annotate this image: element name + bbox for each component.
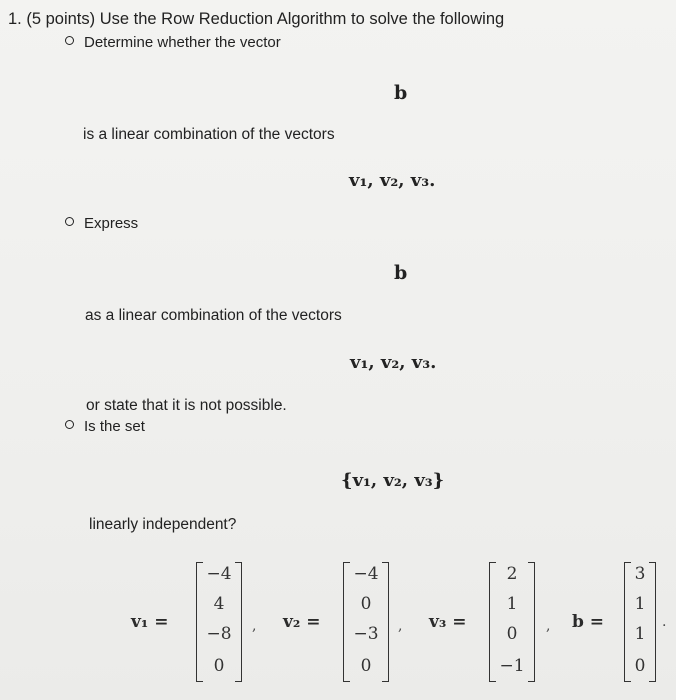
linear-combination-text: as a linear combination of the vectors <box>85 307 342 324</box>
matrix-entry: 0 <box>634 656 646 676</box>
matrix-entry: 3 <box>634 564 646 584</box>
v2-label: v₂ = <box>283 612 321 632</box>
vector-set: {v₁, v₂, v₃} <box>341 470 445 491</box>
bullet-text: Express <box>84 215 139 232</box>
bullet-icon <box>65 36 74 45</box>
v1-label: v₁ = <box>131 612 169 632</box>
bullet-item-express <box>65 215 138 232</box>
matrix-entry: 0 <box>506 624 518 644</box>
vectors-list: v₁, v₂, v₃. <box>349 170 436 191</box>
matrix-entry: 2 <box>506 564 518 584</box>
end-period: . <box>662 614 667 630</box>
matrix-entry: 1 <box>634 594 646 614</box>
matrix-entry: 4 <box>213 594 225 614</box>
separator: , <box>546 618 551 634</box>
matrix-entry: 0 <box>213 656 225 676</box>
bullet-item-determine <box>65 34 281 51</box>
vectors-list: v₁, v₂, v₃. <box>350 352 437 373</box>
v3-matrix <box>489 562 535 682</box>
not-possible-text: or state that it is not possible. <box>86 397 287 414</box>
bullet-text: Determine whether the vector <box>84 34 281 51</box>
bullet-icon <box>65 420 74 429</box>
v2-matrix <box>343 562 389 682</box>
b-label: b = <box>572 612 605 632</box>
separator: , <box>252 618 257 634</box>
matrix-entry: 1 <box>634 624 646 644</box>
matrix-entry: 0 <box>360 656 372 676</box>
question-header: 1. (5 points) Use the Row Reduction Algorithm to solve the following <box>8 10 505 28</box>
bullet-item-set <box>65 418 145 435</box>
vector-b-symbol: b <box>394 82 408 104</box>
bullet-text: Is the set <box>84 418 145 435</box>
matrix-entry: 0 <box>360 594 372 614</box>
bullet-icon <box>65 217 74 226</box>
separator: , <box>398 618 403 634</box>
matrix-entry: −8 <box>206 624 232 644</box>
matrix-entry: 1 <box>506 594 518 614</box>
v3-label: v₃ = <box>429 612 467 632</box>
matrix-entry: −4 <box>206 564 232 584</box>
matrix-entry: −1 <box>499 656 525 676</box>
linear-combination-text: is a linear combination of the vectors <box>83 126 335 143</box>
matrix-entry: −4 <box>353 564 379 584</box>
vector-b-symbol: b <box>394 262 408 284</box>
linearly-independent-text: linearly independent? <box>89 516 237 533</box>
v1-matrix <box>196 562 242 682</box>
b-matrix <box>624 562 656 682</box>
matrix-entry: −3 <box>353 624 379 644</box>
